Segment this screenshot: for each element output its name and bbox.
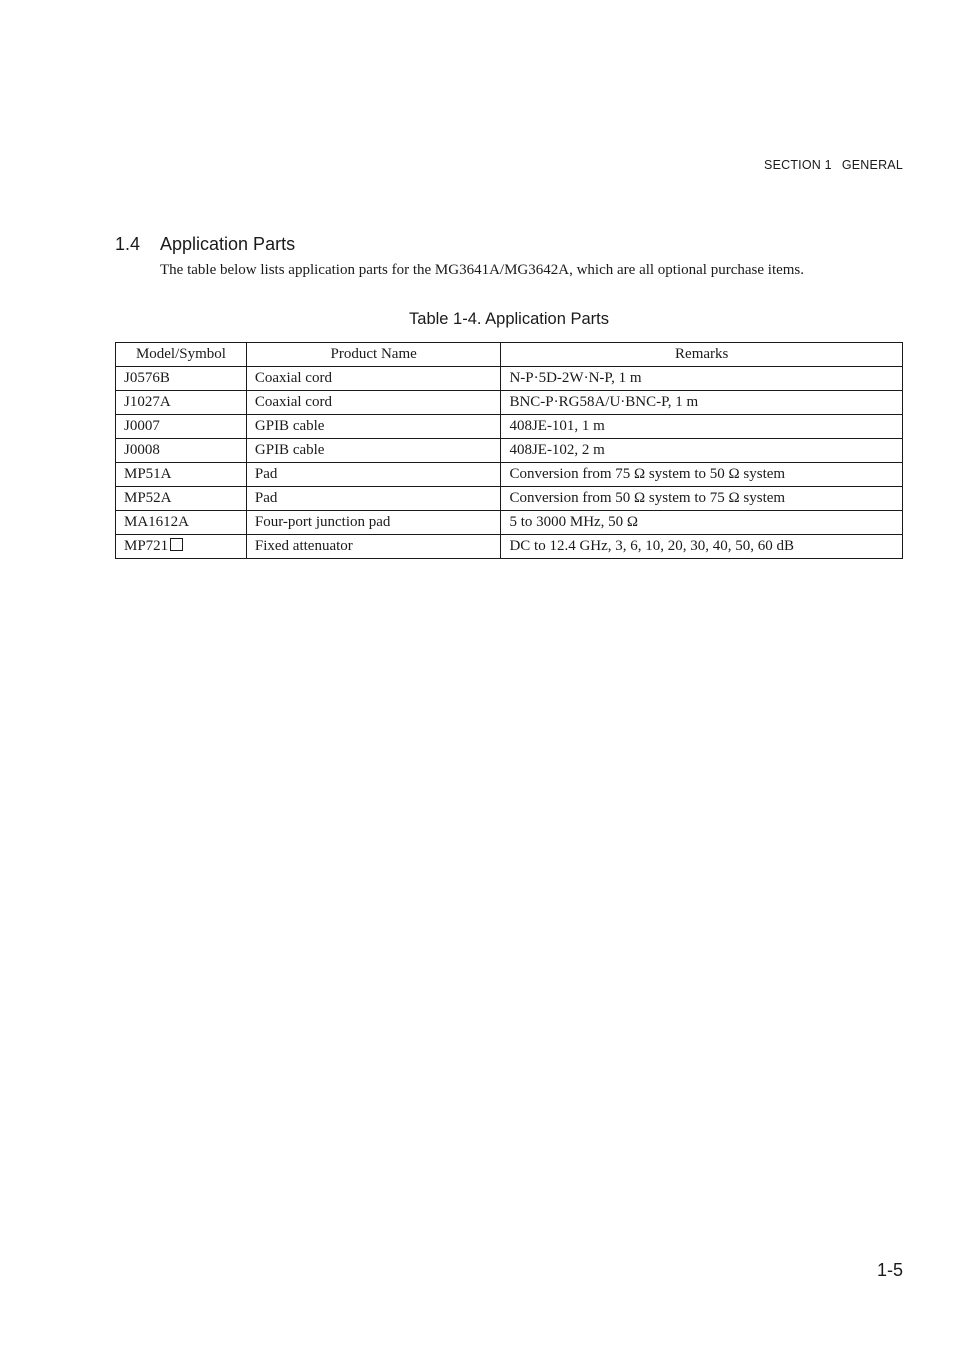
table-row — [116, 391, 903, 415]
product-cell: Pad — [246, 463, 501, 487]
page-number: 1-5 — [876, 1260, 903, 1280]
running-header — [764, 158, 903, 172]
table-row — [116, 415, 903, 439]
remarks-cell: 408JE-102, 2 m — [501, 439, 903, 463]
product-cell: GPIB cable — [246, 415, 501, 439]
remarks-cell: Conversion from 50 Ω system to 75 Ω system — [501, 487, 903, 511]
table-caption: Table 1-4. Application Parts — [409, 310, 609, 328]
model-cell: MA1612A — [116, 511, 247, 535]
placeholder-box-icon — [170, 538, 183, 551]
remarks-cell: Conversion from 75 Ω system to 50 Ω system — [501, 463, 903, 487]
table-row — [116, 367, 903, 391]
application-parts-table — [115, 342, 903, 559]
table-row — [116, 487, 903, 511]
model-cell: MP51A — [116, 463, 247, 487]
intro-paragraph: The table below lists application parts for the MG3641A/MG3642A, which are all optional purchase items. — [160, 262, 805, 278]
model-cell: J0008 — [116, 439, 247, 463]
product-cell: Four-port junction pad — [246, 511, 501, 535]
model-cell: J1027A — [116, 391, 247, 415]
product-cell: Coaxial cord — [246, 367, 501, 391]
product-cell: Pad — [246, 487, 501, 511]
column-header-product: Product Name — [246, 343, 501, 367]
column-header-remarks: Remarks — [501, 343, 903, 367]
header-title: GENERAL — [841, 158, 903, 172]
model-text: MP721 — [124, 538, 169, 554]
model-cell: J0576B — [116, 367, 247, 391]
remarks-cell: N-P·5D-2W·N-P, 1 m — [501, 367, 903, 391]
header-section: SECTION 1 — [764, 158, 832, 172]
column-header-model: Model/Symbol — [116, 343, 247, 367]
model-cell: MP52A — [116, 487, 247, 511]
section-heading — [115, 234, 295, 255]
remarks-cell: DC to 12.4 GHz, 3, 6, 10, 20, 30, 40, 50, 60 dB — [501, 535, 903, 559]
table-row — [116, 535, 903, 559]
model-cell: J0007 — [116, 415, 247, 439]
product-cell: Coaxial cord — [246, 391, 501, 415]
section-title: Application Parts — [160, 234, 296, 254]
product-cell: Fixed attenuator — [246, 535, 501, 559]
product-cell: GPIB cable — [246, 439, 501, 463]
table-row — [116, 439, 903, 463]
table-row — [116, 463, 903, 487]
remarks-cell: 5 to 3000 MHz, 50 Ω — [501, 511, 903, 535]
remarks-cell: BNC-P·RG58A/U·BNC-P, 1 m — [501, 391, 903, 415]
model-cell — [116, 535, 247, 559]
section-number: 1.4 — [115, 234, 141, 254]
table-header-row — [116, 343, 903, 367]
table-row — [116, 511, 903, 535]
remarks-cell: 408JE-101, 1 m — [501, 415, 903, 439]
